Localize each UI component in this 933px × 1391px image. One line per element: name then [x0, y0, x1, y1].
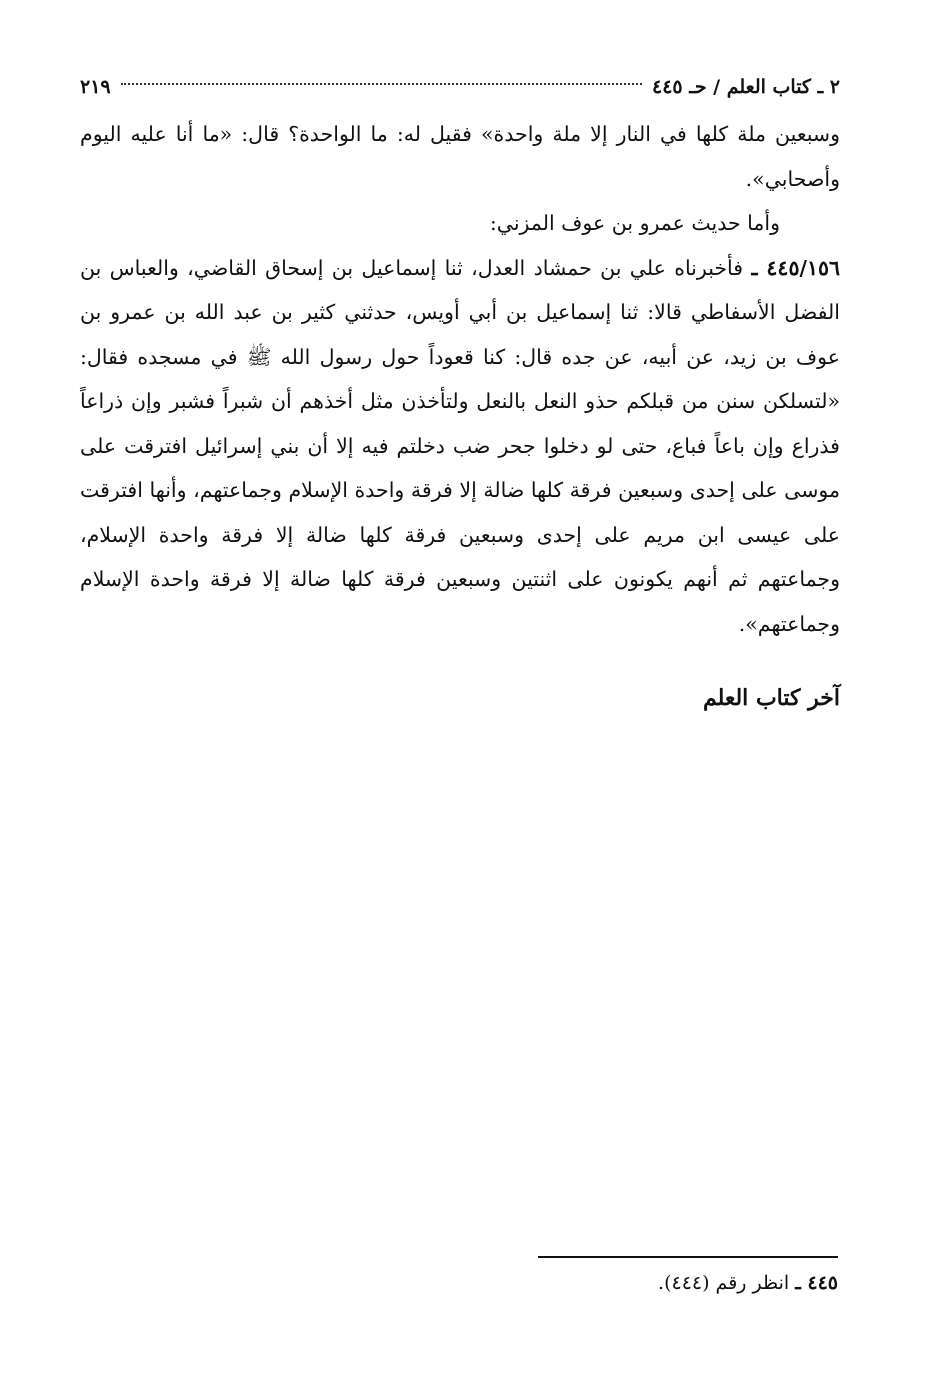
- paragraph-hadith: [80, 246, 840, 647]
- footnote-divider: [538, 1256, 838, 1258]
- footnote-number: ٤٤٥ ـ: [795, 1272, 838, 1294]
- page-number: ٢١٩: [80, 76, 111, 98]
- body-text: [80, 112, 840, 721]
- running-head-title: ٢ ـ كتاب العلم / حـ ٤٤٥: [652, 76, 840, 98]
- hadith-number: ٤٤٥/١٥٦ ـ: [751, 255, 840, 280]
- page: [80, 70, 840, 721]
- running-head: [80, 70, 840, 104]
- hadith-text: فأخبرناه علي بن حمشاد العدل، ثنا إسماعيل بن إسحاق القاضي، والعباس بن الفضل الأسفاطي قالا: ثنا إسماعيل بن أبي أويس، حدثني كثير بن عبد الله بن عمرو بن عوف بن زيد، عن أبيه، عن جده قال: كنا قعوداً حول رسول الله ﷺ في مسجده فقال: «لتسلكن سنن من قبلكم حذو النعل بالنعل ولتأخذن مثل أخذهم أن شبراً فشبر وإن ذراعاً فذراع وإن باعاً فباع، حتى لو دخلوا جحر ضب دخلتم فيه إلا أن بني إسرائيل افترقت على موسى على إحدى وسبعين فرقة كلها ضالة إلا فرقة واحدة الإسلام وجماعتهم، وأنها افترقت على عيسى ابن مريم على إحدى وسبعين فرقة كلها ضالة إلا فرقة واحدة الإسلام، وجماعتهم ثم أنهم يكونون على اثنتين وسبعين فرقة كلها ضالة إلا فرقة واحدة الإسلام وجماعتهم».: [80, 255, 840, 636]
- footnote: [658, 1272, 838, 1294]
- paragraph-continuation: وسبعين ملة كلها في النار إلا ملة واحدة» فقيل له: ما الواحدة؟ قال: «ما أنا عليه اليوم وأصحابي».: [80, 122, 840, 191]
- section-end-heading: آخر كتاب العلم: [702, 685, 840, 711]
- footnote-text: انظر رقم (٤٤٤).: [658, 1272, 790, 1294]
- paragraph-intro: وأما حديث عمرو بن عوف المزني:: [489, 211, 780, 235]
- running-head-dots: [121, 83, 642, 85]
